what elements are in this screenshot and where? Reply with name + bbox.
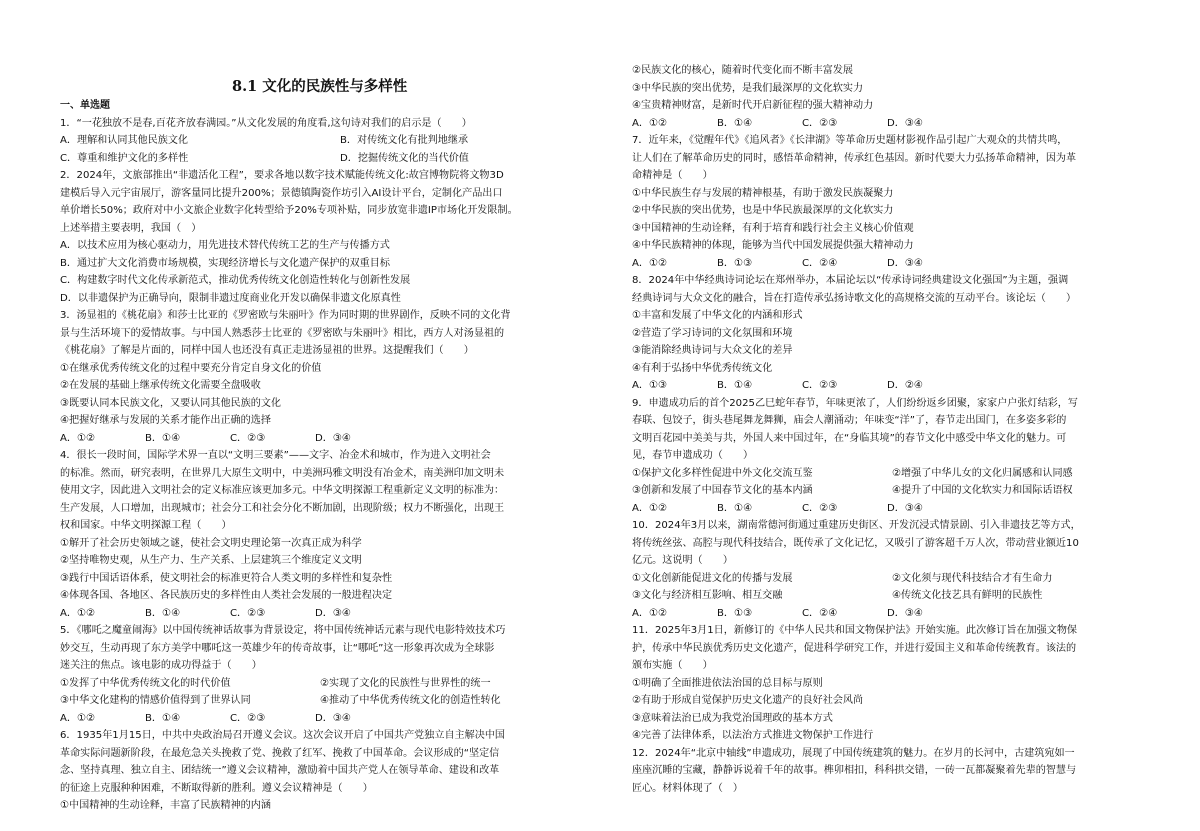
option-row xyxy=(60,710,580,728)
question-stem: 使用文字，因此进入文明社会的定义标准应该更加多元。中华文明探源工程重新定义文明的标准为： xyxy=(60,485,505,496)
statement: ②有助于形成自觉保护历史文化遗产的良好社会风尚 xyxy=(632,695,864,706)
statement: ③中国精神的生动诠释，有利于培育和践行社会主义核心价值观 xyxy=(632,222,914,234)
question-stem: 春联、包饺子，街头巷尾舞龙舞狮，庙会人潮涌动；年味变“洋”了，春节走出国门，在多姿多彩的 xyxy=(632,415,1067,426)
option: A．①② xyxy=(632,502,668,514)
statement: ③文化与经济相互影响、相互交融 xyxy=(632,590,783,601)
question-stem: 8．2024年中华经典诗词论坛在郑州举办，本届论坛以“传承诗词经典建设文化强国”为主题，强调 xyxy=(632,275,1069,286)
statement: ①发挥了中华优秀传统文化的时代价值 xyxy=(60,677,231,689)
question-stem: 1．“一花独放不是春,百花齐放春满园。”从文化发展的角度看,这句诗对我们的启示是（ ） xyxy=(60,117,472,129)
statement: ③践行中国话语体系，使文明社会的标准更符合人类文明的多样性和复杂性 xyxy=(60,572,393,584)
question-stem: 上述举措主要表明，我国（ ） xyxy=(60,222,202,234)
statement: ②增强了中华儿女的文化归属感和认同感 xyxy=(892,467,1073,479)
option: A．理解和认同其他民族文化 xyxy=(60,135,189,146)
statement: ②民族文化的核心，随着时代变化而不断丰富发展 xyxy=(632,65,854,76)
question-stem: 妙交互，生动再现了东方美学中哪吒这一英雄少年的传奇故事，让“哪吒”这一形象再次成为全球影 xyxy=(60,642,495,654)
option-row xyxy=(632,465,1152,483)
page-title: 8.1 文化的民族性与多样性 xyxy=(232,78,408,95)
option: B．①④ xyxy=(717,117,753,129)
question-stem: 见，春节申遗成功（ ） xyxy=(632,450,754,461)
statement: ③能消除经典诗词与大众文化的差异 xyxy=(632,345,793,356)
statement: ④中华民族精神的体现，能够为当代中国发展提供强大精神动力 xyxy=(632,240,914,251)
question-stem: 匠心。材料体现了（ ） xyxy=(632,782,744,794)
option: C．尊重和维护文化的多样性 xyxy=(60,152,189,164)
statement: ④体现各国、各地区、各民族历史的多样性由人类社会发展的一般进程决定 xyxy=(60,590,393,601)
statement: ③意味着法治已成为我党治国理政的基本方式 xyxy=(632,712,833,724)
option: B．①③ xyxy=(717,257,753,269)
question-block xyxy=(632,62,1152,797)
question-stem: 革命实际问题新阶段，在最危急关头挽救了党、挽救了红军、挽救了中国革命。会议形成的“坚定信 xyxy=(60,747,500,759)
option: D．③④ xyxy=(315,712,351,724)
option: D．②④ xyxy=(887,380,923,391)
statement: ①中国精神的生动诠释，丰富了民族精神的内涵 xyxy=(60,800,271,811)
option: C．②③ xyxy=(230,712,266,724)
option-row xyxy=(60,132,580,150)
question-stem: 权和国家。中华文明探源工程（ ） xyxy=(60,520,232,531)
question-stem: 迷关注的焦点。该电影的成功得益于（ ） xyxy=(60,660,262,671)
option: B．①④ xyxy=(145,712,181,724)
option: C．②③ xyxy=(802,502,838,514)
option: C．②④ xyxy=(802,257,838,269)
option: C．②④ xyxy=(802,607,838,619)
option: C．②③ xyxy=(802,380,838,391)
option: D．③④ xyxy=(315,432,351,444)
option-row xyxy=(632,570,1152,588)
question-stem: 11．2025年3月1日，新修订的《中华人民共和国文物保护法》开始实施。此次修订旨在加强文物保 xyxy=(632,625,1078,636)
option: A．①② xyxy=(632,607,668,619)
option-row xyxy=(60,605,580,623)
section-heading: 一、单选题 xyxy=(60,100,110,111)
option: B．①④ xyxy=(717,502,753,514)
option: A．以技术应用为核心驱动力，用先进技术替代传统工艺的生产与传播方式 xyxy=(60,240,390,251)
option: A．①② xyxy=(60,712,96,724)
statement: ③创新和发展了中国春节文化的基本内涵 xyxy=(632,485,813,496)
question-stem: 座座沉睡的宝藏，静静诉说着千年的故事。榫卯相扣，科科拱交错，一砖一瓦都凝聚着先辈的智慧与 xyxy=(632,765,1077,776)
option: C．②③ xyxy=(802,117,838,129)
statement: ④有利于弘扬中华优秀传统文化 xyxy=(632,362,773,374)
question-stem: 4．很长一段时间，国际学术界一直以“文明三要素”——文字、冶金术和城市，作为进入文明社会 xyxy=(60,450,491,461)
option: C．②③ xyxy=(230,607,266,619)
option: D．③④ xyxy=(887,607,923,619)
question-stem: 2．2024年，文旅部推出“非遗活化工程”，要求各地以数字技术赋能传统文化:故宫博物院将文物3D xyxy=(60,170,504,181)
option-row xyxy=(60,430,580,448)
statement: ①明确了全面推进依法治国的总目标与原则 xyxy=(632,677,823,689)
question-block xyxy=(60,97,580,815)
option: C．构建数字时代文化传承新范式，推动优秀传统文化创造性转化与创新性发展 xyxy=(60,275,411,286)
question-stem: 建模后导入元宇宙展厅，游客量同比提升200%；景德镇陶瓷作坊引入AI设计平台，定制化产品出口 xyxy=(60,187,503,199)
question-stem: 12．2024年“北京中轴线”申遗成功，展现了中国传统建筑的魅力。在岁月的长河中，古建筑宛如一 xyxy=(632,747,1075,759)
statement: ②实现了文化的民族性与世界性的统一 xyxy=(320,677,491,689)
question-stem: 将传统丝弦、高腔与现代科技结合，既传承了文化记忆，又吸引了游客超千万人次，带动营业额近10 xyxy=(632,537,1079,549)
option: B．通过扩大文化消费市场规模，实现经济增长与文化遗产保护的双重目标 xyxy=(60,257,390,269)
question-stem: 9．申遗成功后的首个2025乙巳蛇年春节，年味更浓了，人们纷纷返乡团聚，家家户户张灯结彩，写 xyxy=(632,397,1078,409)
option-row xyxy=(632,115,1152,133)
question-stem: 经典诗词与大众文化的融合，旨在打造传承弘扬诗歌文化的高规格交流的互动平台。该论坛（ ） xyxy=(632,292,1077,304)
question-stem: 10．2024年3月以来，湖南常德河街通过重建历史街区、开发沉浸式情景剧、引入非遗技艺等方式， xyxy=(632,520,1081,531)
statement: ①文化创新能促进文化的传播与发展 xyxy=(632,572,793,584)
question-stem: 命精神是（ ） xyxy=(632,170,713,181)
option: D．③④ xyxy=(887,257,923,269)
question-stem: 文明百花园中美美与共，外国人来中国过年，在“身临其境”的春节文化中感受中华文化的魅力。可 xyxy=(632,432,1067,444)
statement: ④宝贵精神财富，是新时代开启新征程的强大精神动力 xyxy=(632,100,874,111)
option: D．以非遗保护为正确导向，限制非遗过度商业化开发以确保非遗文化原真性 xyxy=(60,292,401,304)
option: B．①④ xyxy=(145,607,181,619)
statement: ②坚持唯物史观，从生产力、生产关系、上层建筑三个维度定义文明 xyxy=(60,555,362,566)
question-stem: 的标准。然而，研究表明，在世界几大原生文明中，中美洲玛雅文明没有冶金术，南美洲印加文明未 xyxy=(60,467,505,479)
option-row xyxy=(632,255,1152,273)
statement: ④提升了中国的文化软实力和国际话语权 xyxy=(892,485,1073,496)
option: B．①③ xyxy=(717,607,753,619)
question-stem: 《桃花扇》了解是片面的，同样中国人也还没有真正走进汤显祖的世界。这提醒我们（ ） xyxy=(60,345,474,356)
statement: ③中华文化建构的情感价值得到了世界认同 xyxy=(60,695,251,706)
question-stem: 7．近年来，《觉醒年代》《追风者》《长津湖》等革命历史题材影视作品引起广大观众的共情共鸣， xyxy=(632,135,1068,146)
statement: ①丰富和发展了中华文化的内涵和形式 xyxy=(632,310,803,321)
option: A．①② xyxy=(632,117,668,129)
option: C．②③ xyxy=(230,432,266,444)
option: B．①④ xyxy=(145,432,181,444)
question-stem: 3．汤显祖的《桃花扇》和莎士比亚的《罗密欧与朱丽叶》作为同时期的世界剧作，反映不同的文化背 xyxy=(60,310,511,321)
option-row xyxy=(632,587,1152,605)
question-stem: 让人们在了解革命历史的同时，感悟革命精神，传承红色基因。新时代要大力弘扬革命精神，因为革 xyxy=(632,152,1077,164)
statement: ④推动了中华优秀传统文化的创造性转化 xyxy=(320,695,501,706)
question-stem: 的征途上克服种种困难，不断取得新的胜利。遵义会议精神是（ ） xyxy=(60,782,373,794)
option: B．①④ xyxy=(717,380,753,391)
statement: ②中华民族的突出优势，也是中华民族最深厚的文化软实力 xyxy=(632,205,894,216)
option: D．③④ xyxy=(315,607,351,619)
question-stem: 亿元。这说明（ ） xyxy=(632,555,733,566)
option-row xyxy=(632,377,1152,395)
statement: ④完善了法律体系，以法治方式推进文物保护工作进行 xyxy=(632,730,874,741)
option: A．①② xyxy=(632,257,668,269)
option: B．对传统文化有批判地继承 xyxy=(340,135,469,146)
question-stem: 护，传承中华民族优秀历史文化遗产，促进科学研究工作，并进行爱国主义和革命传统教育。该法的 xyxy=(632,642,1077,654)
option-row xyxy=(632,482,1152,500)
statement: ④传统文化技艺具有鲜明的民族性 xyxy=(892,590,1043,601)
statement: ①在继承优秀传统文化的过程中要充分肯定自身文化的价值 xyxy=(60,362,322,374)
option: A．①② xyxy=(60,432,96,444)
statement: ④把握好继承与发展的关系才能作出正确的选择 xyxy=(60,415,271,426)
option: D．③④ xyxy=(887,502,923,514)
statement: ②在发展的基础上继承传统文化需要全盘吸收 xyxy=(60,380,261,391)
statement: ①中华民族生存与发展的精神根基，有助于激发民族凝聚力 xyxy=(632,187,894,199)
question-stem: 6．1935年1月15日，中共中央政治局召开遵义会议。这次会议开启了中国共产党独立自主解决中国 xyxy=(60,730,506,741)
statement: ①保护文化多样性促进中外文化交流互鉴 xyxy=(632,467,813,479)
option: D．挖掘传统文化的当代价值 xyxy=(340,152,469,164)
option: D．③④ xyxy=(887,117,923,129)
option-row xyxy=(632,500,1152,518)
option-row xyxy=(60,150,580,168)
question-stem: 颁布实施（ ） xyxy=(632,660,713,671)
question-stem: 生产发展，人口增加，出现城市；社会分工和社会分化不断加剧，出现阶级；权力不断强化，出现王 xyxy=(60,502,505,514)
question-stem: 5．《哪吒之魔童闹海》以中国传统神话故事为背景设定，将中国传统神话元素与现代电影特效技术巧 xyxy=(60,625,506,636)
statement: ②文化须与现代科技结合才有生命力 xyxy=(892,572,1053,584)
statement: ③既要认同本民族文化，又要认同其他民族的文化 xyxy=(60,397,282,409)
question-stem: 景与生活环境下的爱情故事。与中国人熟悉莎士比亚的《罗密欧与朱丽叶》相比，西方人对汤显祖的 xyxy=(60,327,505,339)
option: A．①② xyxy=(60,607,96,619)
option-row xyxy=(60,692,580,710)
statement: ②营造了学习诗词的文化氛围和环境 xyxy=(632,327,793,339)
question-stem: 念、坚持真理、独立自主、团结统一”遵义会议精神，激励着中国共产党人在领导革命、建设和改革 xyxy=(60,765,500,776)
option-row xyxy=(60,675,580,693)
option: A．①③ xyxy=(632,380,668,391)
statement: ③中华民族的突出优势，是我们最深厚的文化软实力 xyxy=(632,82,864,94)
statement: ①解开了社会历史领域之谜，使社会文明史理论第一次真正成为科学 xyxy=(60,537,362,549)
question-stem: 单价增长50%；政府对中小文旅企业数字化转型给予20%专项补贴，同步放宽非遗IP市场化开发限制。 xyxy=(60,205,518,216)
option-row xyxy=(632,605,1152,623)
